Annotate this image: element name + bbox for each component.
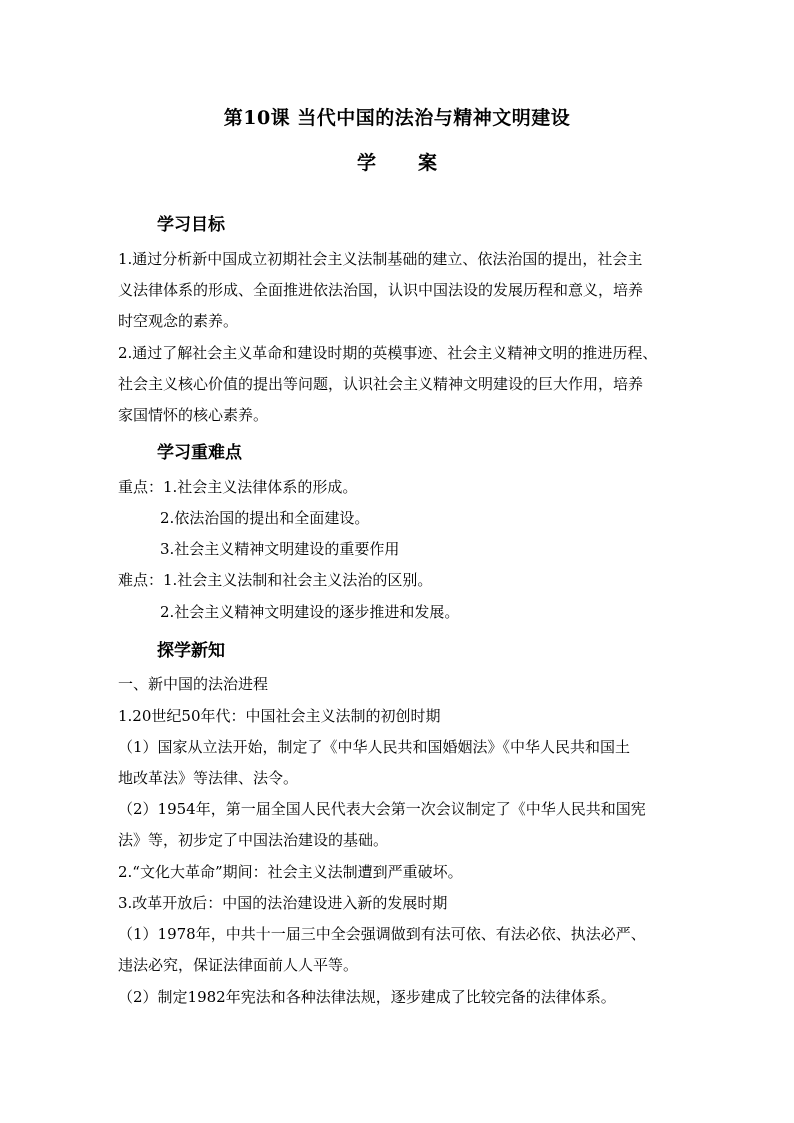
knowledge-line-10: 违法必究，保证法律面前人人平等。: [118, 956, 359, 974]
section-heading-new-knowledge: 探学新知: [157, 641, 225, 661]
knowledge-line-1: 一、新中国的法治进程: [118, 675, 269, 693]
objectives-line-1: 1.通过分析新中国成立初期社会主义法制基础的建立、依法治国的提出，社会主: [118, 250, 643, 268]
section-heading-objectives: 学习目标: [157, 215, 225, 235]
knowledge-line-6: 法》等，初步定了中国法治建设的基础。: [118, 831, 389, 849]
key-point-line-1: 重点：1.社会主义法律体系的形成。: [118, 478, 358, 496]
knowledge-line-11: （2）制定1982年宪法和各种法律法规，逐步建成了比较完备的法律体系。: [118, 988, 616, 1006]
section-heading-key-points: 学习重难点: [157, 443, 242, 463]
key-point-line-2: 2.依法治国的提出和全面建设。: [160, 509, 370, 527]
difficulty-line-1: 难点：1.社会主义法制和社会主义法治的区别。: [118, 571, 433, 589]
knowledge-line-3: （1）国家从立法开始，制定了《中华人民共和国婚姻法》《中华人民共和国土: [118, 738, 631, 756]
key-point-line-3: 3.社会主义精神文明建设的重要作用: [160, 540, 400, 558]
objectives-line-3: 时空观念的素养。: [118, 312, 239, 330]
objectives-line-6: 家国情怀的核心素养。: [118, 406, 269, 424]
knowledge-line-2: 1.20世纪50年代：中国社会主义法制的初创时期: [118, 707, 441, 725]
objectives-line-2: 义法律体系的形成、全面推进依法治国，认识中国法设的发展历程和意义，培养: [118, 281, 644, 299]
page-subtitle: 学案: [356, 152, 479, 174]
objectives-line-5: 社会主义核心价值的提出等问题，认识社会主义精神文明建设的巨大作用，培养: [118, 375, 644, 393]
knowledge-line-4: 地改革法》等法律、法令。: [118, 769, 299, 787]
page-title: 第10课 当代中国的法治与精神文明建设: [223, 107, 571, 129]
difficulty-line-2: 2.社会主义精神文明建设的逐步推进和发展。: [160, 603, 460, 621]
objectives-line-4: 2.通过了解社会主义革命和建设时期的英模事迹、社会主义精神文明的推进历程、: [118, 344, 658, 362]
knowledge-line-5: （2）1954年，第一届全国人民代表大会第一次会议制定了《中华人民共和国宪: [118, 800, 646, 818]
knowledge-line-7: 2.“文化大革命”期间：社会主义法制遭到严重破坏。: [118, 863, 463, 881]
knowledge-line-8: 3.改革开放后：中国的法治建设进入新的发展时期: [118, 894, 448, 912]
knowledge-line-9: （1）1978年，中共十一届三中全会强调做到有法可依、有法必依、执法必严、: [118, 925, 646, 943]
